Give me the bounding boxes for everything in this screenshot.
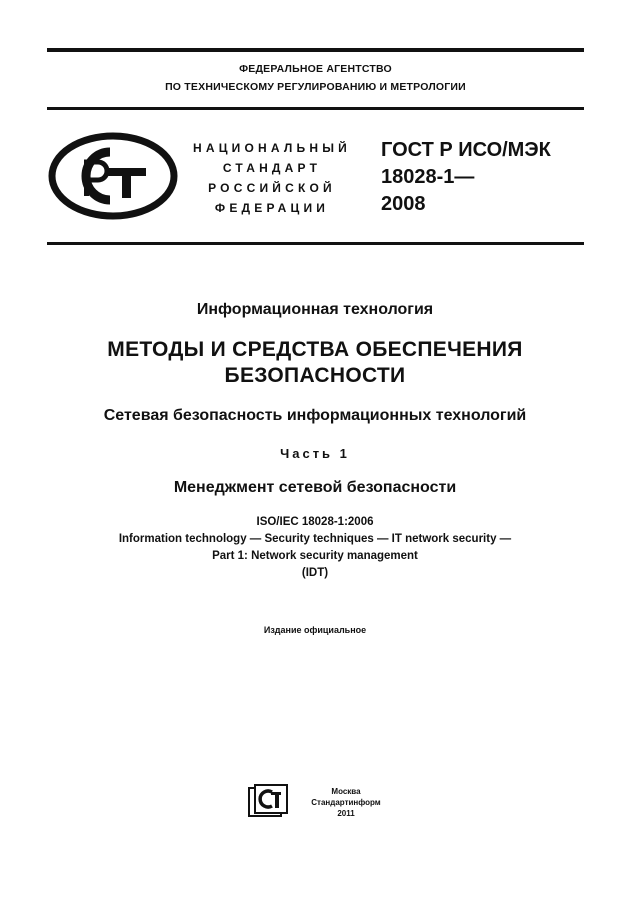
national-line-1: НАЦИОНАЛЬНЫЙ [192,141,352,155]
top-rule [47,48,584,52]
designation-line-1: ГОСТ Р ИСО/МЭК [381,139,551,161]
agency-line-2: ПО ТЕХНИЧЕСКОМУ РЕГУЛИРОВАНИЮ И МЕТРОЛОГИИ [165,81,466,93]
national-line-4: ФЕДЕРАЦИИ [214,201,330,215]
agency-line-1: ФЕДЕРАЛЬНОЕ АГЕНТСТВО [239,63,392,75]
iso-title-line-2: Part 1: Network security management [212,550,418,562]
title-block-rule [47,242,584,245]
national-line-3: РОССИЙСКОЙ [208,181,336,195]
main-title-line-1: МЕТОДЫ И СРЕДСТВА ОБЕСПЕЧЕНИЯ [107,338,523,361]
designation-line-2: 18028-1— [381,166,475,188]
iso-idt: (IDT) [301,567,329,579]
iso-title-line-1: Information technology — Security techniques — IT network security — [118,533,512,545]
header-rule [47,107,584,110]
publisher-name: Стандартинформ [311,798,381,807]
rst-mark-icon [48,132,178,220]
part-title: Менеджмент сетевой безопасности [173,479,457,496]
iso-ref: ISO/IEC 18028-1:2006 [256,516,374,528]
standartinform-logo-icon [248,784,288,818]
designation-line-3: 2008 [381,193,426,215]
edition-label: Издание официальное [263,625,367,635]
part-number: Часть 1 [280,446,350,461]
iso-reference-block [0,514,630,582]
national-standard-label [188,138,356,218]
publisher-text [296,786,396,819]
document-category: Информационная технология [196,301,434,318]
document-subtitle: Сетевая безопасность информационных технологий [103,407,527,424]
standard-designation [381,137,551,218]
publisher-city: Москва [331,787,361,796]
national-line-2: СТАНДАРТ [222,161,322,175]
publisher-year: 2011 [337,809,355,818]
main-title-line-2: БЕЗОПАСНОСТИ [224,364,406,387]
document-main-title [0,337,630,389]
